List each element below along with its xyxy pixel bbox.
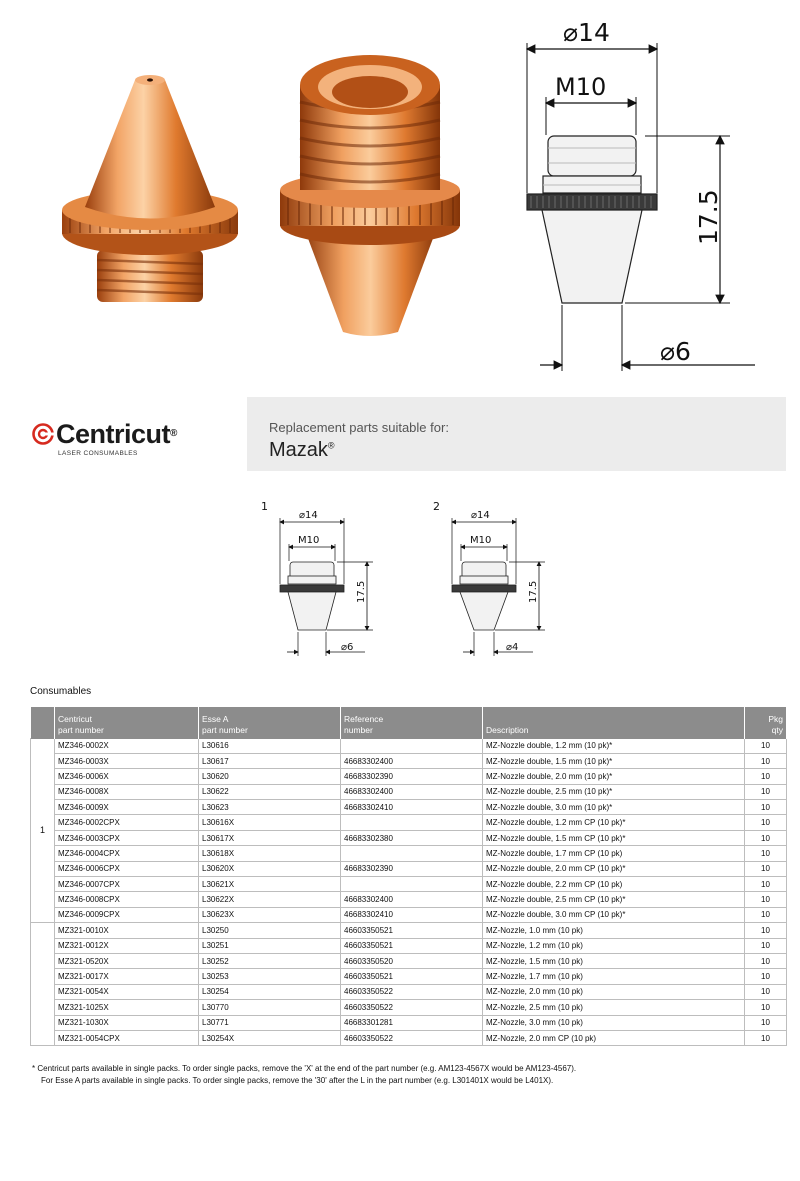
cell-esse-a-part: L30620 bbox=[199, 769, 341, 784]
cell-centricut-part: MZ346-0006X bbox=[55, 769, 199, 784]
cell-pkg-qty: 10 bbox=[745, 800, 787, 815]
compatibility-banner bbox=[247, 397, 786, 471]
table-row bbox=[31, 861, 787, 876]
cell-reference bbox=[341, 877, 483, 892]
dimension-drawing bbox=[505, 5, 795, 380]
dim-thread: M10 bbox=[555, 73, 607, 101]
cell-description: MZ-Nozzle, 1.0 mm (10 pk) bbox=[483, 923, 745, 938]
nozzle-drawing-1 bbox=[255, 496, 390, 661]
cell-centricut-part: MZ321-1025X bbox=[55, 1000, 199, 1015]
cell-description: MZ-Nozzle, 2.0 mm (10 pk) bbox=[483, 984, 745, 999]
cell-esse-a-part: L30771 bbox=[199, 1015, 341, 1030]
cell-description: MZ-Nozzle, 3.0 mm (10 pk) bbox=[483, 1015, 745, 1030]
cell-esse-a-part: L30252 bbox=[199, 953, 341, 968]
cell-centricut-part: MZ346-0008X bbox=[55, 784, 199, 799]
nozzle-photo-thread-up bbox=[268, 40, 473, 340]
cell-reference bbox=[341, 846, 483, 861]
table-row bbox=[31, 738, 787, 753]
cell-reference: 46683302410 bbox=[341, 800, 483, 815]
cell-esse-a-part: L30618X bbox=[199, 846, 341, 861]
cell-centricut-part: MZ346-0003X bbox=[55, 753, 199, 768]
table-row bbox=[31, 1000, 787, 1015]
cell-description: MZ-Nozzle, 1.2 mm (10 pk) bbox=[483, 938, 745, 953]
cell-reference: 46603350522 bbox=[341, 1000, 483, 1015]
drawing-2-thread: M10 bbox=[470, 535, 492, 546]
cell-pkg-qty: 10 bbox=[745, 1030, 787, 1045]
table-row bbox=[31, 784, 787, 799]
cell-esse-a-part: L30617 bbox=[199, 753, 341, 768]
cell-pkg-qty: 10 bbox=[745, 861, 787, 876]
cell-description: MZ-Nozzle double, 2.2 mm CP (10 pk) bbox=[483, 877, 745, 892]
cell-esse-a-part: L30620X bbox=[199, 861, 341, 876]
cell-centricut-part: MZ321-0012X bbox=[55, 938, 199, 953]
cell-esse-a-part: L30622X bbox=[199, 892, 341, 907]
dim-height: 17.5 bbox=[694, 189, 723, 245]
cell-pkg-qty: 10 bbox=[745, 815, 787, 830]
cell-centricut-part: MZ321-0017X bbox=[55, 969, 199, 984]
cell-esse-a-part: L30254X bbox=[199, 1030, 341, 1045]
cell-centricut-part: MZ321-1030X bbox=[55, 1015, 199, 1030]
table-row bbox=[31, 877, 787, 892]
cell-pkg-qty: 10 bbox=[745, 923, 787, 938]
table-row bbox=[31, 769, 787, 784]
dim-diameter-tip: ⌀6 bbox=[660, 337, 691, 366]
cell-reference: 46683302400 bbox=[341, 784, 483, 799]
cell-esse-a-part: L30622 bbox=[199, 784, 341, 799]
cell-reference: 46603350522 bbox=[341, 984, 483, 999]
drawing-2-height: 17.5 bbox=[528, 580, 539, 603]
drawing-1-thread: M10 bbox=[298, 535, 320, 546]
table-row bbox=[31, 923, 787, 938]
cell-description: MZ-Nozzle double, 2.0 mm (10 pk)* bbox=[483, 769, 745, 784]
table-row bbox=[31, 892, 787, 907]
cell-esse-a-part: L30250 bbox=[199, 923, 341, 938]
table-row bbox=[31, 984, 787, 999]
footnote-line-2: For Esse A parts available in single packs. To order single packs, remove the '30' after the L in the part number (e.g. L301401X would be L401X). bbox=[41, 1075, 554, 1085]
cell-pkg-qty: 10 bbox=[745, 877, 787, 892]
cell-description: MZ-Nozzle double, 1.5 mm CP (10 pk)* bbox=[483, 830, 745, 845]
header-pkg-qty: Pkg qty bbox=[745, 707, 787, 738]
cell-description: MZ-Nozzle double, 1.2 mm CP (10 pk)* bbox=[483, 815, 745, 830]
cell-reference: 46683302390 bbox=[341, 861, 483, 876]
cell-esse-a-part: L30251 bbox=[199, 938, 341, 953]
nozzle-photo-cone-up bbox=[55, 55, 245, 305]
header-esse-a: Esse A part number bbox=[199, 707, 341, 738]
cell-centricut-part: MZ321-0054CPX bbox=[55, 1030, 199, 1045]
banner-title: Mazak® bbox=[269, 439, 335, 461]
table-row bbox=[31, 1015, 787, 1030]
cell-esse-a-part: L30253 bbox=[199, 969, 341, 984]
drawing-1-dia-tip: ⌀6 bbox=[341, 642, 354, 653]
cell-pkg-qty: 10 bbox=[745, 830, 787, 845]
cell-pkg-qty: 10 bbox=[745, 738, 787, 753]
footnote bbox=[32, 1063, 576, 1086]
cell-pkg-qty: 10 bbox=[745, 1015, 787, 1030]
table-row bbox=[31, 953, 787, 968]
table-row bbox=[31, 830, 787, 845]
table-row bbox=[31, 969, 787, 984]
drawing-2-dia-top: ⌀14 bbox=[471, 510, 490, 521]
cell-description: MZ-Nozzle double, 3.0 mm (10 pk)* bbox=[483, 800, 745, 815]
brand-name: Centricut® bbox=[56, 419, 177, 449]
cell-esse-a-part: L30623 bbox=[199, 800, 341, 815]
cell-pkg-qty: 10 bbox=[745, 969, 787, 984]
cell-centricut-part: MZ346-0002CPX bbox=[55, 815, 199, 830]
brand-tagline: LASER CONSUMABLES bbox=[58, 450, 138, 457]
dim-diameter-top: ⌀14 bbox=[563, 18, 610, 47]
cell-reference bbox=[341, 738, 483, 753]
cell-centricut-part: MZ346-0003CPX bbox=[55, 830, 199, 845]
cell-description: MZ-Nozzle double, 2.5 mm CP (10 pk)* bbox=[483, 892, 745, 907]
cell-description: MZ-Nozzle double, 1.5 mm (10 pk)* bbox=[483, 753, 745, 768]
cell-reference: 46683302380 bbox=[341, 830, 483, 845]
cell-description: MZ-Nozzle, 2.5 mm (10 pk) bbox=[483, 1000, 745, 1015]
cell-centricut-part: MZ346-0009CPX bbox=[55, 907, 199, 922]
cell-reference: 46603350521 bbox=[341, 969, 483, 984]
footnote-line-1: * Centricut parts available in single packs. To order single packs, remove the 'X' at the end of the part number (e.g. AM123-4567X would be AM123-4567). bbox=[32, 1064, 577, 1073]
header-description: Description bbox=[483, 707, 745, 738]
cell-description: MZ-Nozzle double, 2.0 mm CP (10 pk)* bbox=[483, 861, 745, 876]
group-label-cell bbox=[31, 923, 55, 1046]
cell-description: MZ-Nozzle, 2.0 mm CP (10 pk) bbox=[483, 1030, 745, 1045]
cell-centricut-part: MZ321-0010X bbox=[55, 923, 199, 938]
cell-description: MZ-Nozzle double, 2.5 mm (10 pk)* bbox=[483, 784, 745, 799]
cell-centricut-part: MZ346-0007CPX bbox=[55, 877, 199, 892]
cell-pkg-qty: 10 bbox=[745, 938, 787, 953]
cell-description: MZ-Nozzle, 1.7 mm (10 pk) bbox=[483, 969, 745, 984]
cell-pkg-qty: 10 bbox=[745, 892, 787, 907]
cell-centricut-part: MZ321-0520X bbox=[55, 953, 199, 968]
cell-pkg-qty: 10 bbox=[745, 753, 787, 768]
cell-description: MZ-Nozzle, 1.5 mm (10 pk) bbox=[483, 953, 745, 968]
cell-esse-a-part: L30616 bbox=[199, 738, 341, 753]
cell-pkg-qty: 10 bbox=[745, 784, 787, 799]
cell-pkg-qty: 10 bbox=[745, 769, 787, 784]
table-title: Consumables bbox=[30, 686, 92, 697]
cell-esse-a-part: L30616X bbox=[199, 815, 341, 830]
cell-centricut-part: MZ346-0004CPX bbox=[55, 846, 199, 861]
banner-subtitle: Replacement parts suitable for: bbox=[269, 420, 449, 435]
cell-description: MZ-Nozzle double, 1.2 mm (10 pk)* bbox=[483, 738, 745, 753]
table-row bbox=[31, 907, 787, 922]
table-row bbox=[31, 800, 787, 815]
cell-pkg-qty: 10 bbox=[745, 953, 787, 968]
cell-centricut-part: MZ346-0009X bbox=[55, 800, 199, 815]
cell-reference bbox=[341, 815, 483, 830]
cell-reference: 46683302400 bbox=[341, 753, 483, 768]
consumables-table bbox=[30, 707, 786, 1046]
cell-esse-a-part: L30617X bbox=[199, 830, 341, 845]
header-reference: Reference number bbox=[341, 707, 483, 738]
cell-centricut-part: MZ346-0006CPX bbox=[55, 861, 199, 876]
drawing-1-dia-top: ⌀14 bbox=[299, 510, 318, 521]
centricut-logo bbox=[32, 418, 232, 468]
cell-centricut-part: MZ321-0054X bbox=[55, 984, 199, 999]
cell-description: MZ-Nozzle double, 3.0 mm CP (10 pk)* bbox=[483, 907, 745, 922]
drawing-2-number: 2 bbox=[433, 500, 440, 513]
cell-reference: 46683302390 bbox=[341, 769, 483, 784]
cell-esse-a-part: L30770 bbox=[199, 1000, 341, 1015]
cell-centricut-part: MZ346-0008CPX bbox=[55, 892, 199, 907]
cell-esse-a-part: L30254 bbox=[199, 984, 341, 999]
cell-centricut-part: MZ346-0002X bbox=[55, 738, 199, 753]
table-row bbox=[31, 815, 787, 830]
cell-pkg-qty: 10 bbox=[745, 1000, 787, 1015]
cell-reference: 46603350522 bbox=[341, 1030, 483, 1045]
table-header-row bbox=[31, 707, 787, 738]
cell-reference: 46603350521 bbox=[341, 923, 483, 938]
table-row bbox=[31, 938, 787, 953]
group-label-cell: 1 bbox=[31, 738, 55, 923]
drawing-2-dia-tip: ⌀4 bbox=[506, 642, 519, 653]
centricut-mark-icon bbox=[32, 423, 54, 445]
cell-reference: 46603350521 bbox=[341, 938, 483, 953]
drawing-1-height: 17.5 bbox=[356, 580, 367, 603]
cell-reference: 46603350520 bbox=[341, 953, 483, 968]
cell-reference: 46683301281 bbox=[341, 1015, 483, 1030]
drawing-1-number: 1 bbox=[261, 500, 268, 513]
table-row bbox=[31, 846, 787, 861]
table-row bbox=[31, 1030, 787, 1045]
cell-pkg-qty: 10 bbox=[745, 984, 787, 999]
cell-pkg-qty: 10 bbox=[745, 907, 787, 922]
cell-esse-a-part: L30621X bbox=[199, 877, 341, 892]
header-centricut: Centricut part number bbox=[55, 707, 199, 738]
nozzle-drawing-2 bbox=[427, 496, 562, 661]
cell-esse-a-part: L30623X bbox=[199, 907, 341, 922]
cell-reference: 46683302400 bbox=[341, 892, 483, 907]
table-row bbox=[31, 753, 787, 768]
header-group bbox=[31, 707, 55, 738]
cell-description: MZ-Nozzle double, 1.7 mm CP (10 pk) bbox=[483, 846, 745, 861]
cell-reference: 46683302410 bbox=[341, 907, 483, 922]
cell-pkg-qty: 10 bbox=[745, 846, 787, 861]
